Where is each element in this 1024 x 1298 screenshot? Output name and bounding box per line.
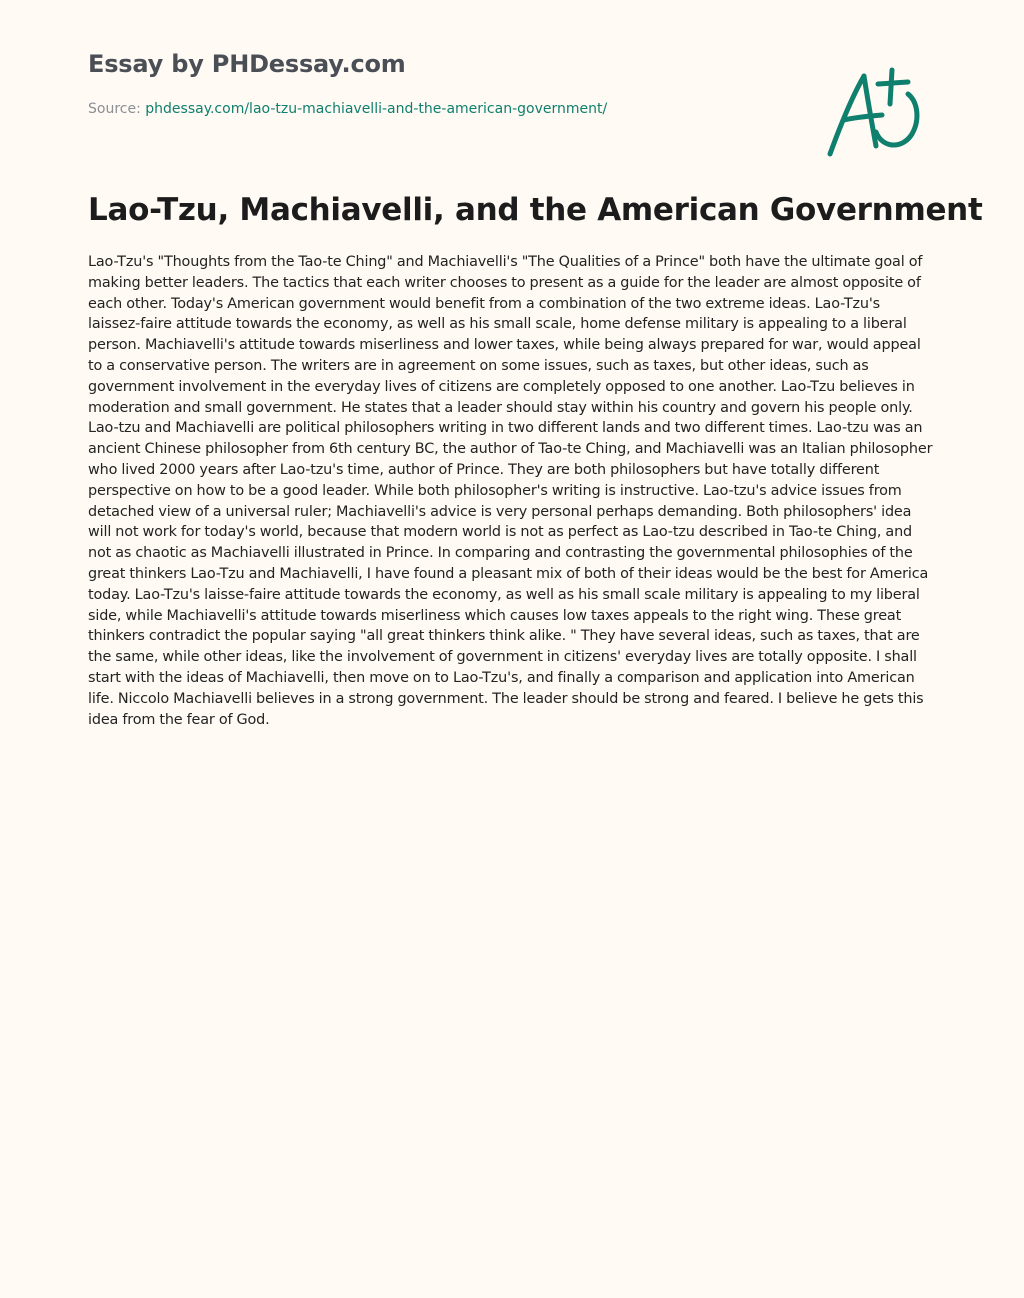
source-link[interactable]: phdessay.com/lao-tzu-machiavelli-and-the-american-government/	[145, 101, 608, 117]
essay-body: Lao-Tzu's "Thoughts from the Tao-te Ching" and Machiavelli's "The Qualities of a Prince" both have the ultimate goal of making better leaders. The tactics that each writer chooses to present as a guide for the leader are almost opposite of each other. Today's American government would benefit from a combination of the two extreme ideas. Lao-Tzu's laissez-faire attitude towards the economy, as well as his small scale, home defense military is appealing to a liberal person. Machiavelli's attitude towards miserliness and lower taxes, while being always prepared for war, would appeal to a conservative person. The writers are in agreement on some issues, such as taxes, but other ideas, such as government involvement in the everyday lives of citizens are completely opposed to one another. Lao-Tzu believes in moderation and small government. He states that a leader should stay within his country and govern his people only. Lao-tzu and Machiavelli are political philosophers writing in two different lands and two different times. Lao-tzu was an ancient Chinese philosopher from 6th century BC, the author of Tao-te Ching, and Machiavelli was an Italian philosopher who lived 2000 years after Lao-tzu's time, author of Prince. They are both philosophers but have totally different perspective on how to be a good leader. While both philosopher's writing is instructive. Lao-tzu's advice issues from detached view of a universal ruler; Machiavelli's advice is very personal perhaps demanding. Both philosophers' idea will not work for today's world, because that modern world is not as perfect as Lao-tzu described in Tao-te Ching, and not as chaotic as Machiavelli illustrated in Prince. In comparing and contrasting the governmental philosophies of the great thinkers Lao-Tzu and Machiavelli, I have found a pleasant mix of both of their ideas would be the best for America today. Lao-Tzu's laisse-faire attitude towards the economy, as well as his small scale military is appealing to my liberal side, while Machiavelli's attitude towards miserliness which causes low taxes appeals to the right wing. These great thinkers contradict the popular saying "all great thinkers think alike. " They have several ideas, such as taxes, that are the same, while other ideas, like the involvement of government in citizens' everyday lives are totally opposite. I shall start with the ideas of Machiavelli, then move on to Lao-Tzu's, and finally a comparison and application into American life. Niccolo Machiavelli believes in a strong government. The leader should be strong and feared. I believe he gets this idea from the fear of God.	[88, 254, 933, 728]
site-brand: Essay by PHDessay.com	[88, 50, 406, 78]
source-label: Source:	[88, 101, 141, 117]
page-title: Lao-Tzu, Machiavelli, and the American Government	[88, 192, 983, 228]
a-plus-grade-icon	[818, 62, 932, 162]
source-line	[88, 101, 607, 117]
